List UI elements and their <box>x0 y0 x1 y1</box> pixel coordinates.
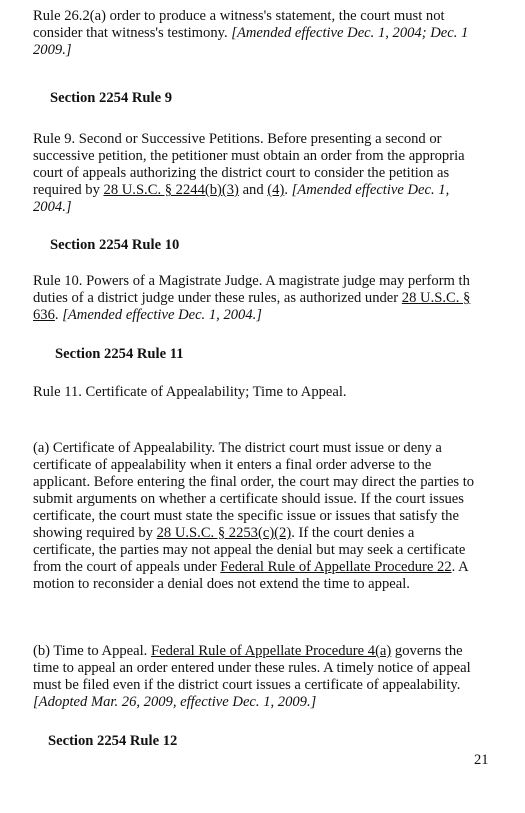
statute-link[interactable]: 28 U.S.C. § <box>401 290 471 306</box>
text-line: submit arguments on whether a certificate should issue. If the court issues <box>33 491 464 507</box>
text-line: motion to reconsider a denial does not extend the time to appeal. <box>33 576 410 592</box>
text-line: certificate, the parties may not appeal the denial but may seek a certificate <box>33 542 466 558</box>
text-line: successive petition, the petitioner must obtain an order from the appropria <box>33 148 465 164</box>
text-line: consider that witness's testimony. [Amended effective Dec. 1, 2004; Dec. 1 <box>33 25 469 41</box>
text-line: duties of a district judge under these rules, as authorized under 28 U.S.C. § <box>33 290 471 306</box>
text-line: Rule 11. Certificate of Appealability; Time to Appeal. <box>33 384 347 400</box>
section-heading-rule-10: Section 2254 Rule 10 <box>50 237 180 253</box>
text-line: Rule 10. Powers of a Magistrate Judge. A magistrate judge may perform th <box>33 273 470 289</box>
statute-link[interactable]: 636 <box>33 307 55 323</box>
text-line: (a) Certificate of Appealability. The district court must issue or deny a <box>33 440 442 456</box>
amendment-note: [Amended effective Dec. 1, 2004; Dec. 1 <box>231 25 469 41</box>
text-line: certificate of appealability when it enters a final order adverse to the <box>33 457 432 473</box>
statute-link[interactable]: (4) <box>267 182 285 198</box>
rule-10-paragraph <box>33 273 525 324</box>
section-heading-rule-12: Section 2254 Rule 12 <box>48 733 178 749</box>
text-line: from the court of appeals under Federal Rule of Appellate Procedure 22. A <box>33 559 469 575</box>
rule-link[interactable]: Federal Rule of Appellate Procedure 4(a) <box>150 643 392 659</box>
text-line: court of appeals authorizing the district court to consider the petition as <box>33 165 450 181</box>
intro-paragraph <box>33 8 525 59</box>
amendment-note: 2009.] <box>33 42 72 58</box>
rule-link[interactable]: Federal Rule of Appellate Procedure 22 <box>220 559 452 575</box>
amendment-note: [Adopted Mar. 26, 2009, effective Dec. 1, 2009.] <box>33 694 317 710</box>
rule-11-title <box>33 384 525 401</box>
statute-link[interactable]: 28 U.S.C. § 2253(c)(2) <box>156 525 292 541</box>
text-line: Rule 26.2(a) order to produce a witness's statement, the court must not <box>33 8 445 24</box>
text-line: must be filed even if the district court issues a certificate of appealability. <box>33 677 461 693</box>
amendment-note: [Amended effective Dec. 1, 2004.] <box>62 307 262 323</box>
text-line: applicant. Before entering the final order, the court may direct the parties to <box>33 474 475 490</box>
section-heading-rule-9: Section 2254 Rule 9 <box>50 90 173 106</box>
rule-9-paragraph <box>33 131 525 216</box>
rule-11b-paragraph <box>33 643 525 711</box>
rule-11a-paragraph <box>33 440 525 593</box>
amendment-note: [Amended effective Dec. 1, <box>291 182 450 198</box>
text-line: required by 28 U.S.C. § 2244(b)(3) and (4). [Amended effective Dec. 1, <box>33 182 450 198</box>
amendment-note: 2004.] <box>33 199 72 215</box>
text-line: showing required by 28 U.S.C. § 2253(c)(2). If the court denies a <box>33 525 415 541</box>
text-line: certificate, the court must state the specific issue or issues that satisfy the <box>33 508 459 524</box>
text-line: 636. [Amended effective Dec. 1, 2004.] <box>33 307 262 323</box>
statute-link[interactable]: 28 U.S.C. § 2244(b)(3) <box>103 182 239 198</box>
text-line: time to appeal an order entered under these rules. A timely notice of appeal <box>33 660 471 676</box>
page-number: 21 <box>474 752 489 768</box>
text-line: (b) Time to Appeal. Federal Rule of Appellate Procedure 4(a) governs the <box>33 643 463 659</box>
text-line: Rule 9. Second or Successive Petitions. Before presenting a second or <box>33 131 442 147</box>
section-heading-rule-11: Section 2254 Rule 11 <box>55 346 184 362</box>
